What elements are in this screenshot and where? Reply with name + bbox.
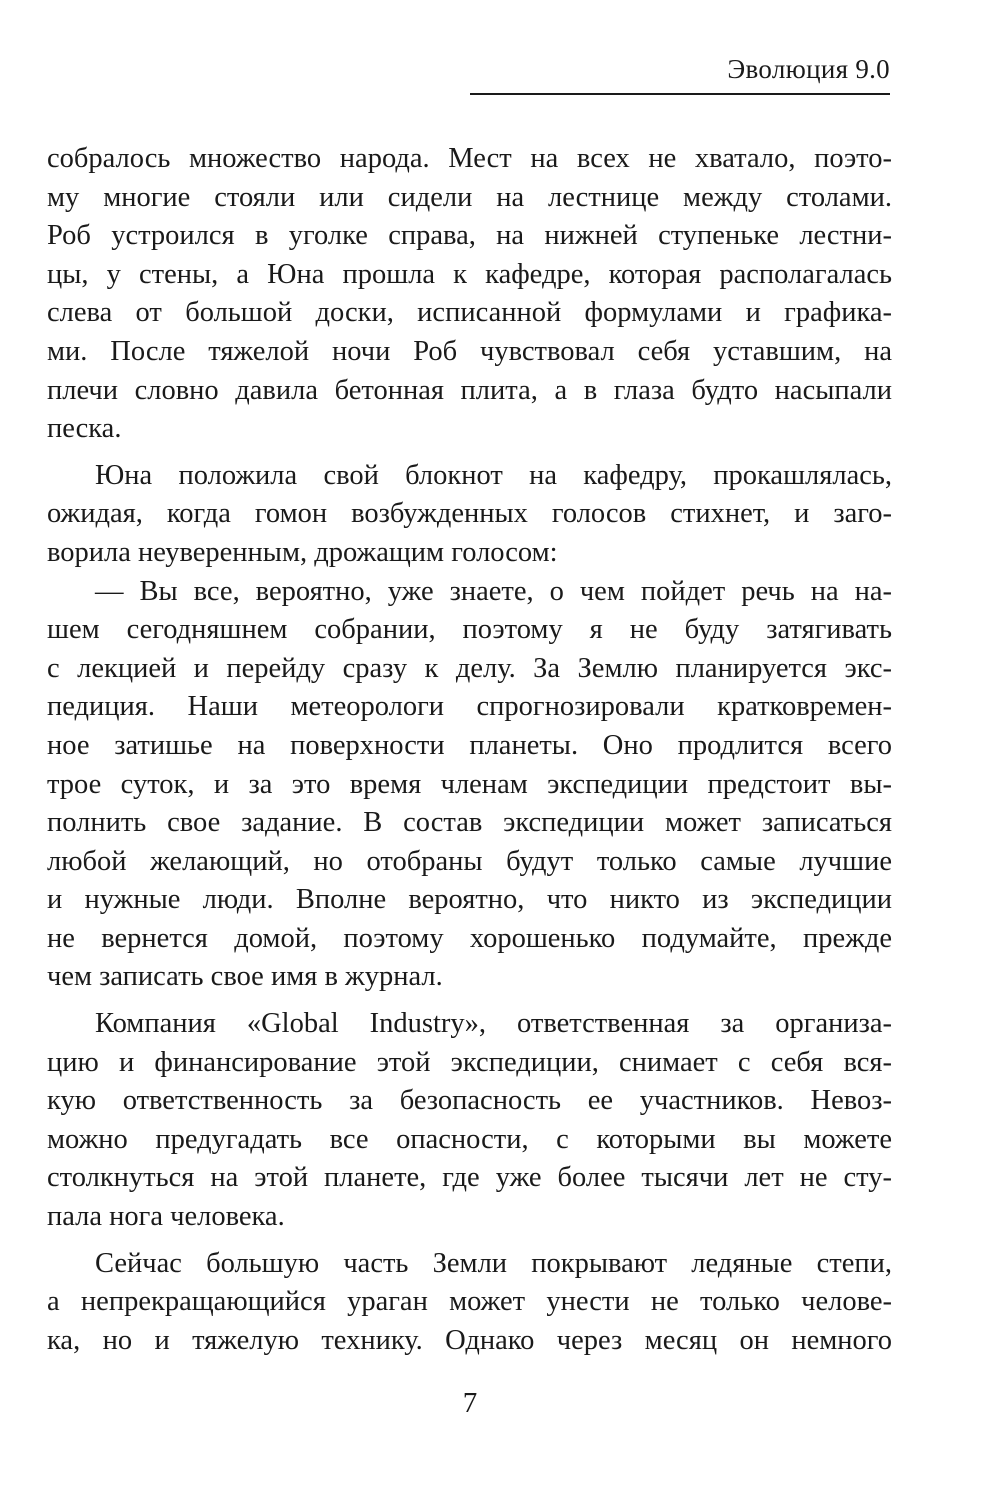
text-line: кую ответственность за безопасность ее участников. Невоз-: [47, 1085, 892, 1117]
text-line: ное затишье на поверхности планеты. Оно продлится всего: [47, 729, 892, 761]
paragraph: [47, 457, 892, 573]
paragraph: [47, 1245, 892, 1361]
paragraph-gap: [47, 1237, 892, 1245]
paragraph: [47, 1005, 892, 1237]
text-line: полнить свое задание. В состав экспедиции может записаться: [47, 807, 892, 839]
text-line: пала нога человека.: [47, 1201, 285, 1233]
text-line: Сейчас большую часть Земли покрывают ледяные степи,: [95, 1247, 892, 1279]
text-line: ми. После тяжелой ночи Роб чувствовал себя уставшим, на: [47, 335, 892, 367]
text-line: можно предугадать все опасности, с которыми вы можете: [47, 1123, 892, 1155]
text-line: педиция. Наши метеорологи спрогнозировали кратковремен-: [47, 691, 892, 723]
header-rule: [470, 93, 890, 95]
paragraph: [47, 140, 892, 449]
text-line: не вернется домой, поэтому хорошенько подумайте, прежде: [47, 922, 892, 954]
running-header: Эволюция 9.0: [727, 54, 890, 84]
text-line: му многие стояли или сидели на лестнице между столами.: [47, 181, 892, 213]
text-line: столкнуться на этой планете, где уже более тысячи лет не сту-: [47, 1162, 892, 1194]
text-line: Юна положила свой блокнот на кафедру, прокашлялась,: [95, 459, 892, 491]
text-line: цию и финансирование этой экспедиции, снимает с себя вся-: [47, 1046, 892, 1078]
text-line: ка, но и тяжелую технику. Однако через месяц он немного: [47, 1324, 892, 1356]
text-line: шем сегодняшнем собрании, поэтому я не буду затягивать: [47, 614, 892, 646]
text-line: — Вы все, вероятно, уже знаете, о чем пойдет речь на на-: [95, 575, 892, 607]
paragraph-gap: [47, 997, 892, 1005]
text-line: плечи словно давила бетонная плита, а в глаза будто насыпали: [47, 374, 892, 406]
text-line: ожидая, когда гомон возбужденных голосов стихнет, и заго-: [47, 498, 892, 530]
text-line: слева от большой доски, исписанной формулами и графика-: [47, 297, 892, 329]
text-line: с лекцией и перейду сразу к делу. За Землю планируется экс-: [47, 652, 892, 684]
text-line: чем записать свое имя в журнал.: [47, 961, 443, 993]
text-line: ворила неуверенным, дрожащим голосом:: [47, 536, 558, 568]
text-line: собралось множество народа. Мест на всех не хватало, поэто-: [47, 143, 892, 174]
text-line: и нужные люди. Вполне вероятно, что никто из экспедиции: [47, 884, 892, 916]
text-line: трое суток, и за это время членам экспедиции предстоит вы-: [47, 768, 892, 800]
text-line: Роб устроился в уголке справа, на нижней ступеньке лестни-: [47, 220, 892, 252]
text-line: Компания «Global Industry», ответственная за организа-: [95, 1008, 892, 1040]
text-line: песка.: [47, 413, 122, 445]
text-line: цы, у стены, а Юна прошла к кафедре, которая располагалась: [47, 258, 892, 290]
body-text: [47, 140, 892, 1360]
text-line: а непрекращающийся ураган может унести не только челове-: [47, 1286, 892, 1318]
page-number: 7: [462, 1387, 478, 1419]
text-line: любой желающий, но отобраны будут только самые лучшие: [47, 845, 892, 877]
paragraph-gap: [47, 449, 892, 457]
paragraph-dialogue: [47, 573, 892, 998]
